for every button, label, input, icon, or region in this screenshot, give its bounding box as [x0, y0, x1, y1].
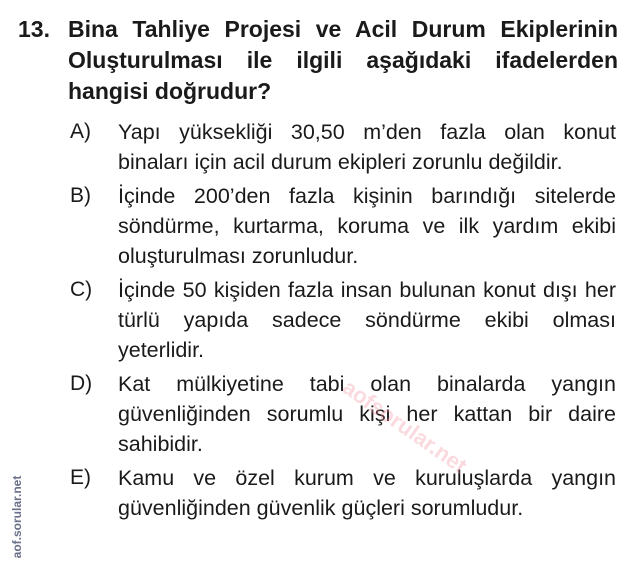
watermark-side: aof.sorular.net [10, 475, 24, 559]
option-letter: B) [70, 184, 91, 207]
option-e[interactable] [18, 463, 618, 523]
option-a[interactable] [18, 117, 618, 177]
option-text: Kat mülkiyetine tabi olan binalarda yangın güvenliğinden sorumlu kişi her kattan bir daire sahibidir. [118, 372, 616, 456]
option-text: İçinde 200’den fazla kişinin barındığı sitelerde söndürme, kurtarma, koruma ve ilk yardım ekibi oluşturulması zorunludur. [118, 184, 616, 268]
option-b[interactable] [18, 181, 618, 271]
option-text: İçinde 50 kişiden fazla insan bulunan konut dışı her türlü yapıda sadece söndürme ekibi olması yeterlidir. [118, 278, 616, 362]
option-letter: A) [70, 120, 91, 143]
option-letter: E) [70, 466, 91, 489]
question-number: 13. [18, 16, 50, 42]
option-d[interactable] [18, 369, 618, 459]
watermark-center: aofsorular.net [338, 374, 472, 479]
option-text: Yapı yüksekliği 30,50 m’den fazla olan konut binaları için acil durum ekipleri zorunlu değildir. [118, 120, 616, 174]
option-letter: C) [70, 278, 93, 301]
question-block [18, 14, 618, 527]
option-text: Kamu ve özel kurum ve kuruluşlarda yangın güvenliğinden güvenlik güçleri sorumludur. [118, 466, 616, 520]
question-header [18, 14, 618, 107]
option-letter: D) [70, 372, 93, 395]
question-stem: Bina Tahliye Projesi ve Acil Durum Ekiplerinin Oluşturulması ile ilgili aşağıdaki ifadelerden hangisi doğrudur? [68, 16, 618, 104]
option-c[interactable] [18, 275, 618, 365]
answer-options [18, 117, 618, 523]
